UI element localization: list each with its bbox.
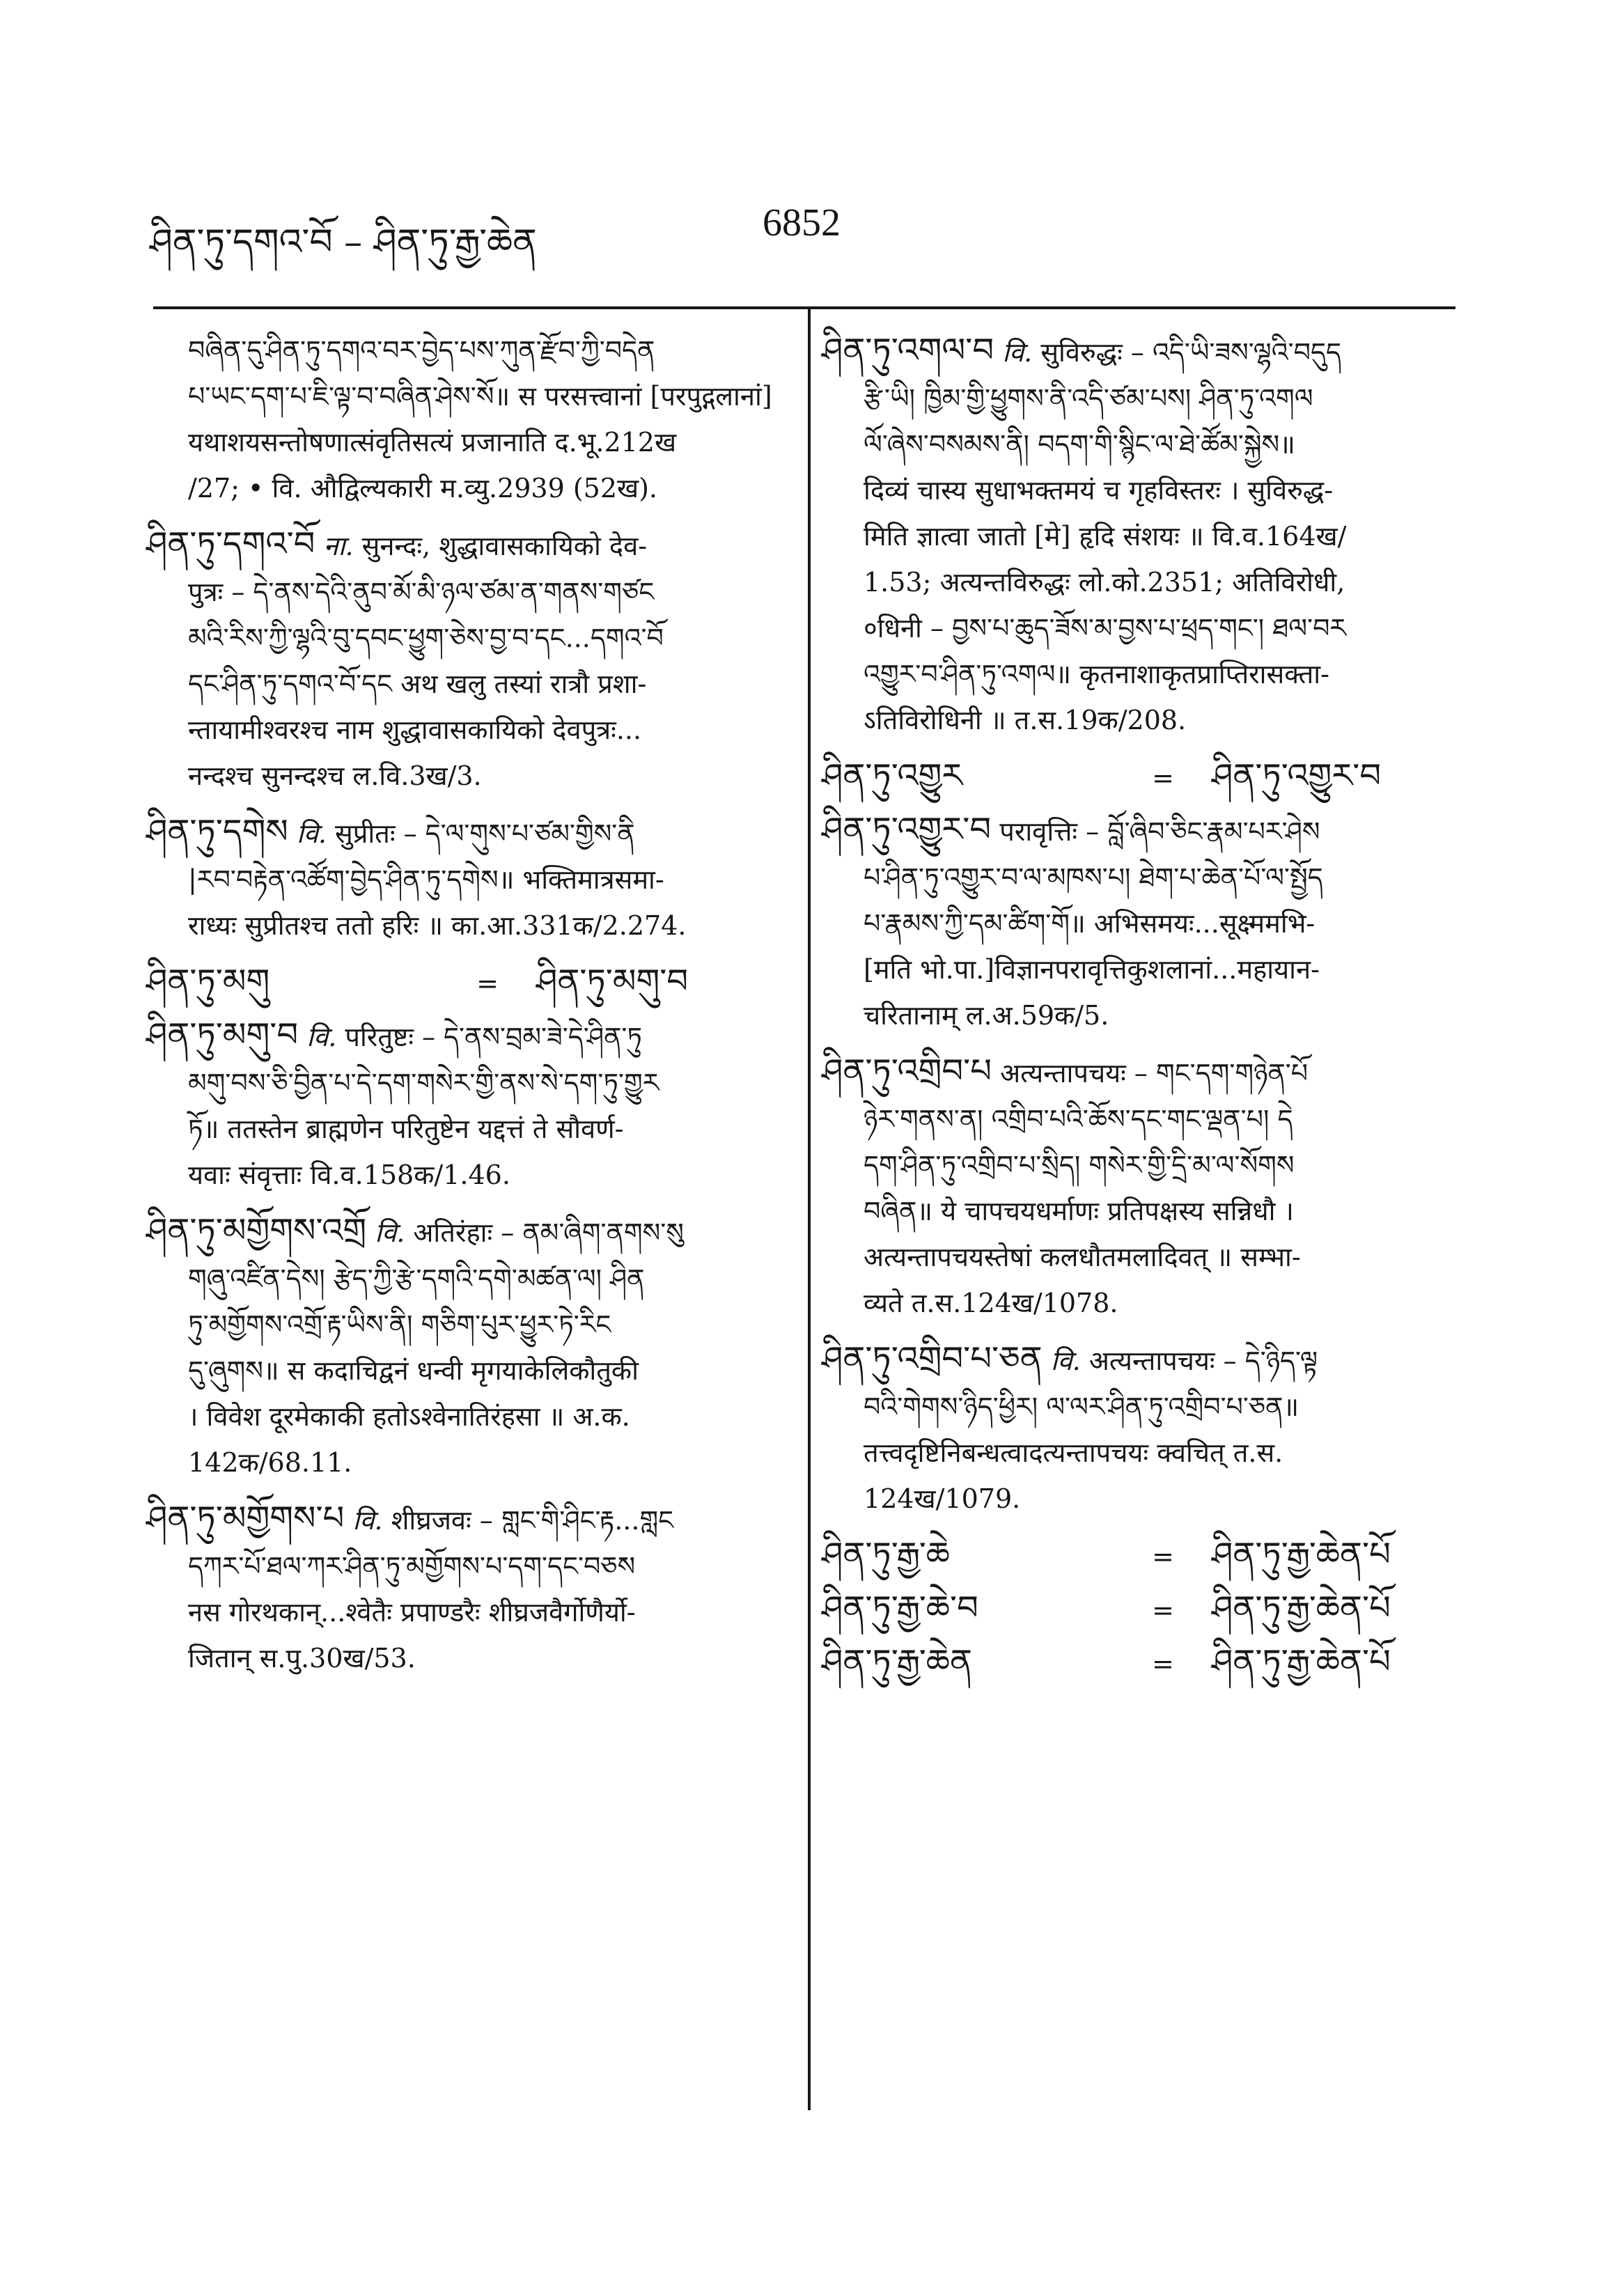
grammar-label: ना.: [323, 531, 354, 561]
entry-line: 142क/68.11.: [188, 1447, 352, 1478]
entry-line: मिति ज्ञात्वा जातो [मे] हृदि संशयः ॥ वि.व.164ख/: [864, 521, 1347, 552]
entry-text: अतिरंहाः – ནམ་ཞིག་ནགས་སུ: [413, 1217, 684, 1248]
entry-line: 1.53; अत्यन्तविरुद्धः लो.को.2351; अतिविरोधी,: [864, 567, 1345, 598]
entry-line: [मति भो.पा.]विज्ञानपरावृत्तिकुशलानां...महायान-: [864, 954, 1320, 985]
dictionary-entry: [822, 1048, 1462, 1326]
column-divider: [808, 306, 811, 2110]
entry-line: དག་ཤིན་ཏུ་འགྲིབ་པ་སྲིད། གསེར་གྱི་དྲི་མ་ལ་སོགས: [864, 1150, 1295, 1180]
entry-line: དང་ཤིན་ཏུ་དགའ་བོ་དང अथ खलु तस्यां रात्रौ प्रशा-: [188, 669, 647, 699]
cross-reference-target: ཤིན་ཏུ་འགྱུར་བ: [1212, 756, 1382, 795]
dictionary-entry: [822, 806, 1462, 1038]
entry-line: न्तायामीश्वरश्च नाम शुद्धावासकायिको देवपुत्रः...: [188, 715, 642, 745]
cross-reference: [822, 1531, 1462, 1580]
headword: ཤིན་ཏུ་རྒྱ་ཆེ་བ: [822, 1589, 978, 1628]
entry-line: पुत्रः – དེ་ནས་དེའི་ནུབ་མོ་མི་ཉལ་ཙམ་ན་གནས་གཙང: [188, 577, 655, 607]
grammar-label: वि.: [296, 818, 327, 849]
entry-text: अत्यन्तापचयः – གང་དག་གཉེན་པོ: [1000, 1058, 1309, 1089]
headword: ཤིན་ཏུ་འགྱུར: [822, 756, 963, 795]
headword: ཤིན་ཏུ་རྒྱ་ཆེན: [822, 1642, 973, 1681]
headword: ཤིན་ཏུ་འགྲིབ་པ་ཅན: [822, 1339, 1043, 1378]
right-column: [822, 327, 1462, 1692]
entry-line: नस गोरथकान्...श्वेतैः प्रपाण्डरैः शीघ्रजवैर्गोणैर्यो-: [188, 1597, 636, 1628]
headword: ཤིན་ཏུ་མགྱོགས་པ: [146, 1499, 345, 1538]
header-range: ཤིན་ཏུ་དགའ་བོ – ཤིན་ཏུ་རྒྱ་ཆེན: [150, 221, 537, 263]
entry-line: གཞུ་འཛིན་དེས། རྩེད་ཀྱི་རྩེ་དགའི་དགེ་མཚན་ལ། ཤིན: [188, 1263, 645, 1294]
entry-line: यवाः संवृत्ताः वि.व.158क/1.46.: [188, 1160, 510, 1190]
headword: ཤིན་ཏུ་མགུ་བ: [146, 1015, 299, 1054]
entry-line: ऽतिविरोधिनी ॥ त.स.19क/208.: [864, 705, 1187, 735]
grammar-label: वि.: [1050, 1346, 1081, 1376]
entry-line: जितान् स.पु.30ख/53.: [188, 1643, 416, 1674]
entry-line: རྩི་ཡི། ཁྱིམ་གྱི་ཕྱུགས་ནི་འདི་ཙམ་པས། ཤིན་ཏུ་འགལ: [864, 383, 1313, 414]
headword: ཤིན་ཏུ་འགྱུར་བ: [822, 810, 992, 849]
entry-line: ལོ་ཞེས་བསམས་ནི། བདག་གི་སྙིང་ལ་ཐེ་ཚོམ་སྐྱེས॥: [864, 429, 1295, 460]
entry-line: ०धिनी – བྱས་པ་ཆུད་ཟོས་མ་བྱས་པ་ཕྲད་གང་། ཐལ་བར: [864, 613, 1347, 644]
entry-line: མགུ་བས་ཅི་བྱིན་པ་དེ་དག་གསེར་གྱི་ནས་སེ་དག་ཏུ་གྱུར: [188, 1068, 659, 1098]
cross-reference-target: ཤིན་ཏུ་རྒྱ་ཆེན་པོ: [1212, 1589, 1391, 1628]
cross-reference: [146, 958, 787, 1006]
page-number: 6852: [763, 201, 841, 244]
entry-line: व्यते त.स.124ख/1078.: [864, 1288, 1118, 1318]
entry-line: བཞིན་དུ་ཤིན་ཏུ་དགའ་བར་བྱེད་པས་ཀུན་རྫོབ་ཀྱི་བདེན: [188, 335, 655, 366]
entry-line: ཏོ॥ ततस्तेन ब्राह्मणेन परितुष्टेन यद्दत्तं ते सौवर्ण-: [188, 1114, 624, 1144]
entry-line: ཏུ་མགྱོགས་འགྲོ་རྟ་ཡིས་ནི། གཅིག་པུར་ཕྱུར་ཏེ་རིང: [188, 1309, 611, 1340]
entry-text: सुविरुद्धः – འདི་ཡི་ཟས་ལྷའི་བདུད: [1040, 337, 1341, 368]
entry-text: सुनन्दः, शुद्धावासकायिको देव-: [361, 531, 648, 561]
entry-line: འགྱུར་བ་ཤིན་ཏུ་འགལ॥ कृतनाशाकृतप्राप्तिरासक्ता-: [864, 659, 1329, 689]
entry-line: པ་ཤིན་ཏུ་འགྱུར་བ་ལ་མཁས་པ། ཐེག་པ་ཆེན་པོ་ལ་སྤྱོད: [864, 862, 1323, 893]
entry-line: པ་རྣམས་ཀྱི་དམ་ཚིག་གོ॥ अभिसमयः...सूक्ष्ममभि-: [864, 908, 1315, 939]
entry-line: བའི་གེགས་ཉིད་ཕྱིར། ལ་ལར་ཤིན་ཏུ་འགྲིབ་པ་ཅན॥: [864, 1391, 1299, 1422]
grammar-label: वि.: [375, 1217, 405, 1248]
entry-line: राध्यः सुप्रीतश्च ततो हरिः ॥ का.आ.331क/2.274.: [188, 910, 687, 941]
entry-line: [822, 327, 1462, 375]
dictionary-entry: [146, 1495, 787, 1681]
grammar-label: वि.: [352, 1505, 383, 1536]
grammar-label: वि.: [1002, 337, 1033, 368]
entry-line: दिव्यं चास्य सुधाभक्तमयं च गृहविस्तरः । सुविरुद्ध-: [864, 475, 1334, 506]
dictionary-entry: [146, 809, 787, 949]
entry-line: [822, 1336, 1462, 1384]
headword: ཤིན་ཏུ་འགྲིབ་པ: [822, 1052, 992, 1091]
grammar-label: वि.: [306, 1022, 337, 1052]
headword: ཤིན་ཏུ་འགལ་བ: [822, 331, 994, 370]
entry-line: तत्त्वदृष्टिनिबन्धत्वादत्यन्तापचयः क्वचित् त.स.: [864, 1437, 1283, 1468]
dictionary-entry: [822, 1336, 1462, 1522]
entry-text: परावृत्तिः – བློ་ཞིབ་ཅིང་རྣམ་པར་ཤེས: [999, 816, 1320, 847]
cross-reference: [822, 1639, 1462, 1687]
equals-sign: =: [1152, 1595, 1174, 1625]
entry-line: པ་ཡང་དག་པ་ཇི་ལྟ་བ་བཞིན་ཤེས་སོ॥ स परसत्त्वानां [परपुद्गलानां]: [188, 381, 772, 412]
cross-reference-target: ཤིན་ཏུ་རྒྱ་ཆེན་པོ: [1212, 1535, 1391, 1574]
entry-line: /27; • वि. औद्विल्यकारी म.व्यु.2939 (52ख).: [188, 473, 657, 504]
entry-line: [146, 521, 787, 569]
entry-line: ཉེར་གནས་ན། འགྲིབ་པའི་ཆོས་དང་གང་ལྡན་པ། དེ: [864, 1104, 1293, 1134]
entry-line: བཞིན॥ ये चापचयधर्माणः प्रतिपक्षस्य सन्निधौ ।: [864, 1196, 1294, 1226]
dictionary-entry: [822, 327, 1462, 743]
entry-line: དུ་ཞུགས॥ स कदाचिद्वनं धन्वी मृगयाकेलिकौतुकी: [188, 1355, 639, 1386]
dictionary-entry: [146, 521, 787, 799]
headword: ཤིན་ཏུ་དགེས: [146, 812, 288, 851]
headword: ཤིན་ཏུ་དགའ་བོ: [146, 524, 315, 563]
entry-line: [822, 1048, 1462, 1096]
entry-line: । विवेश दूरमेकाकी हतोऽश्वेनातिरंहसा ॥ अ.क.: [188, 1401, 630, 1432]
header-rule: [153, 306, 1455, 309]
entry-line: 124ख/1079.: [864, 1483, 1021, 1514]
dictionary-entry: [146, 1208, 787, 1485]
entry-text: सुप्रीतः – དེ་ལ་གུས་པ་ཙམ་གྱིས་ནི: [335, 818, 635, 849]
headword: ཤིན་ཏུ་མགྱོགས་འགྲོ: [146, 1211, 367, 1250]
entry-line: नन्दश्च सुनन्दश्च ल.वि.3ख/3.: [188, 761, 482, 791]
entry-line: མའི་རིས་ཀྱི་ལྷའི་བུ་དབང་ཕྱུག་ཅེས་བྱ་བ་དང...དགའ་བོ: [188, 623, 664, 653]
entry-line: चरितानाम् ल.अ.59क/5.: [864, 1000, 1109, 1031]
equals-sign: =: [476, 968, 499, 999]
cross-reference: [822, 1585, 1462, 1633]
equals-sign: =: [1152, 763, 1174, 793]
headword: ཤིན་ཏུ་མགུ: [146, 962, 270, 1001]
entry-line: [146, 809, 787, 857]
headword: ཤིན་ཏུ་རྒྱ་ཆེ: [822, 1535, 950, 1574]
equals-sign: =: [1152, 1541, 1174, 1572]
entry-line: |རབ་བརྟེན་འཚོག་བྱེད་ཤིན་ཏུ་དགེས॥ भक्तिमात्रसमा-: [188, 864, 664, 895]
equals-sign: =: [1152, 1648, 1174, 1679]
entry-line: यथाशयसन्तोषणात्संवृतिसत्यं प्रजानाति द.भू.212ख: [188, 427, 677, 458]
left-column: [146, 327, 787, 1691]
cross-reference-target: ཤིན་ཏུ་མགུ་བ: [536, 962, 689, 1001]
dictionary-entry: [146, 327, 787, 511]
entry-line: अत्यन्तापचयस्तेषां कलधौतमलादिवत् ॥ सम्भा-: [864, 1242, 1301, 1272]
entry-text: अत्यन्तापचयः – དེ་ཉིད་ལྟ: [1088, 1346, 1318, 1376]
entry-line: [822, 806, 1462, 855]
entry-text: परितुष्टः – དེ་ནས་བྲམ་ཟེ་དེ་ཤིན་ཏུ: [345, 1022, 642, 1052]
dictionary-entry: [146, 1012, 787, 1198]
entry-line: [146, 1012, 787, 1060]
cross-reference: [822, 753, 1462, 801]
entry-line: དཀར་པོ་ཐལ་ཀར་ཤིན་ཏུ་མགྱོགས་པ་དག་དང་བཅས: [188, 1551, 636, 1582]
cross-reference-target: ཤིན་ཏུ་རྒྱ་ཆེན་པོ: [1212, 1642, 1391, 1681]
entry-text: शीघ्रजवः – གླང་གི་ཤིང་རྟ...གླང: [391, 1505, 674, 1536]
entry-line: [146, 1495, 787, 1543]
entry-line: [146, 1208, 787, 1256]
